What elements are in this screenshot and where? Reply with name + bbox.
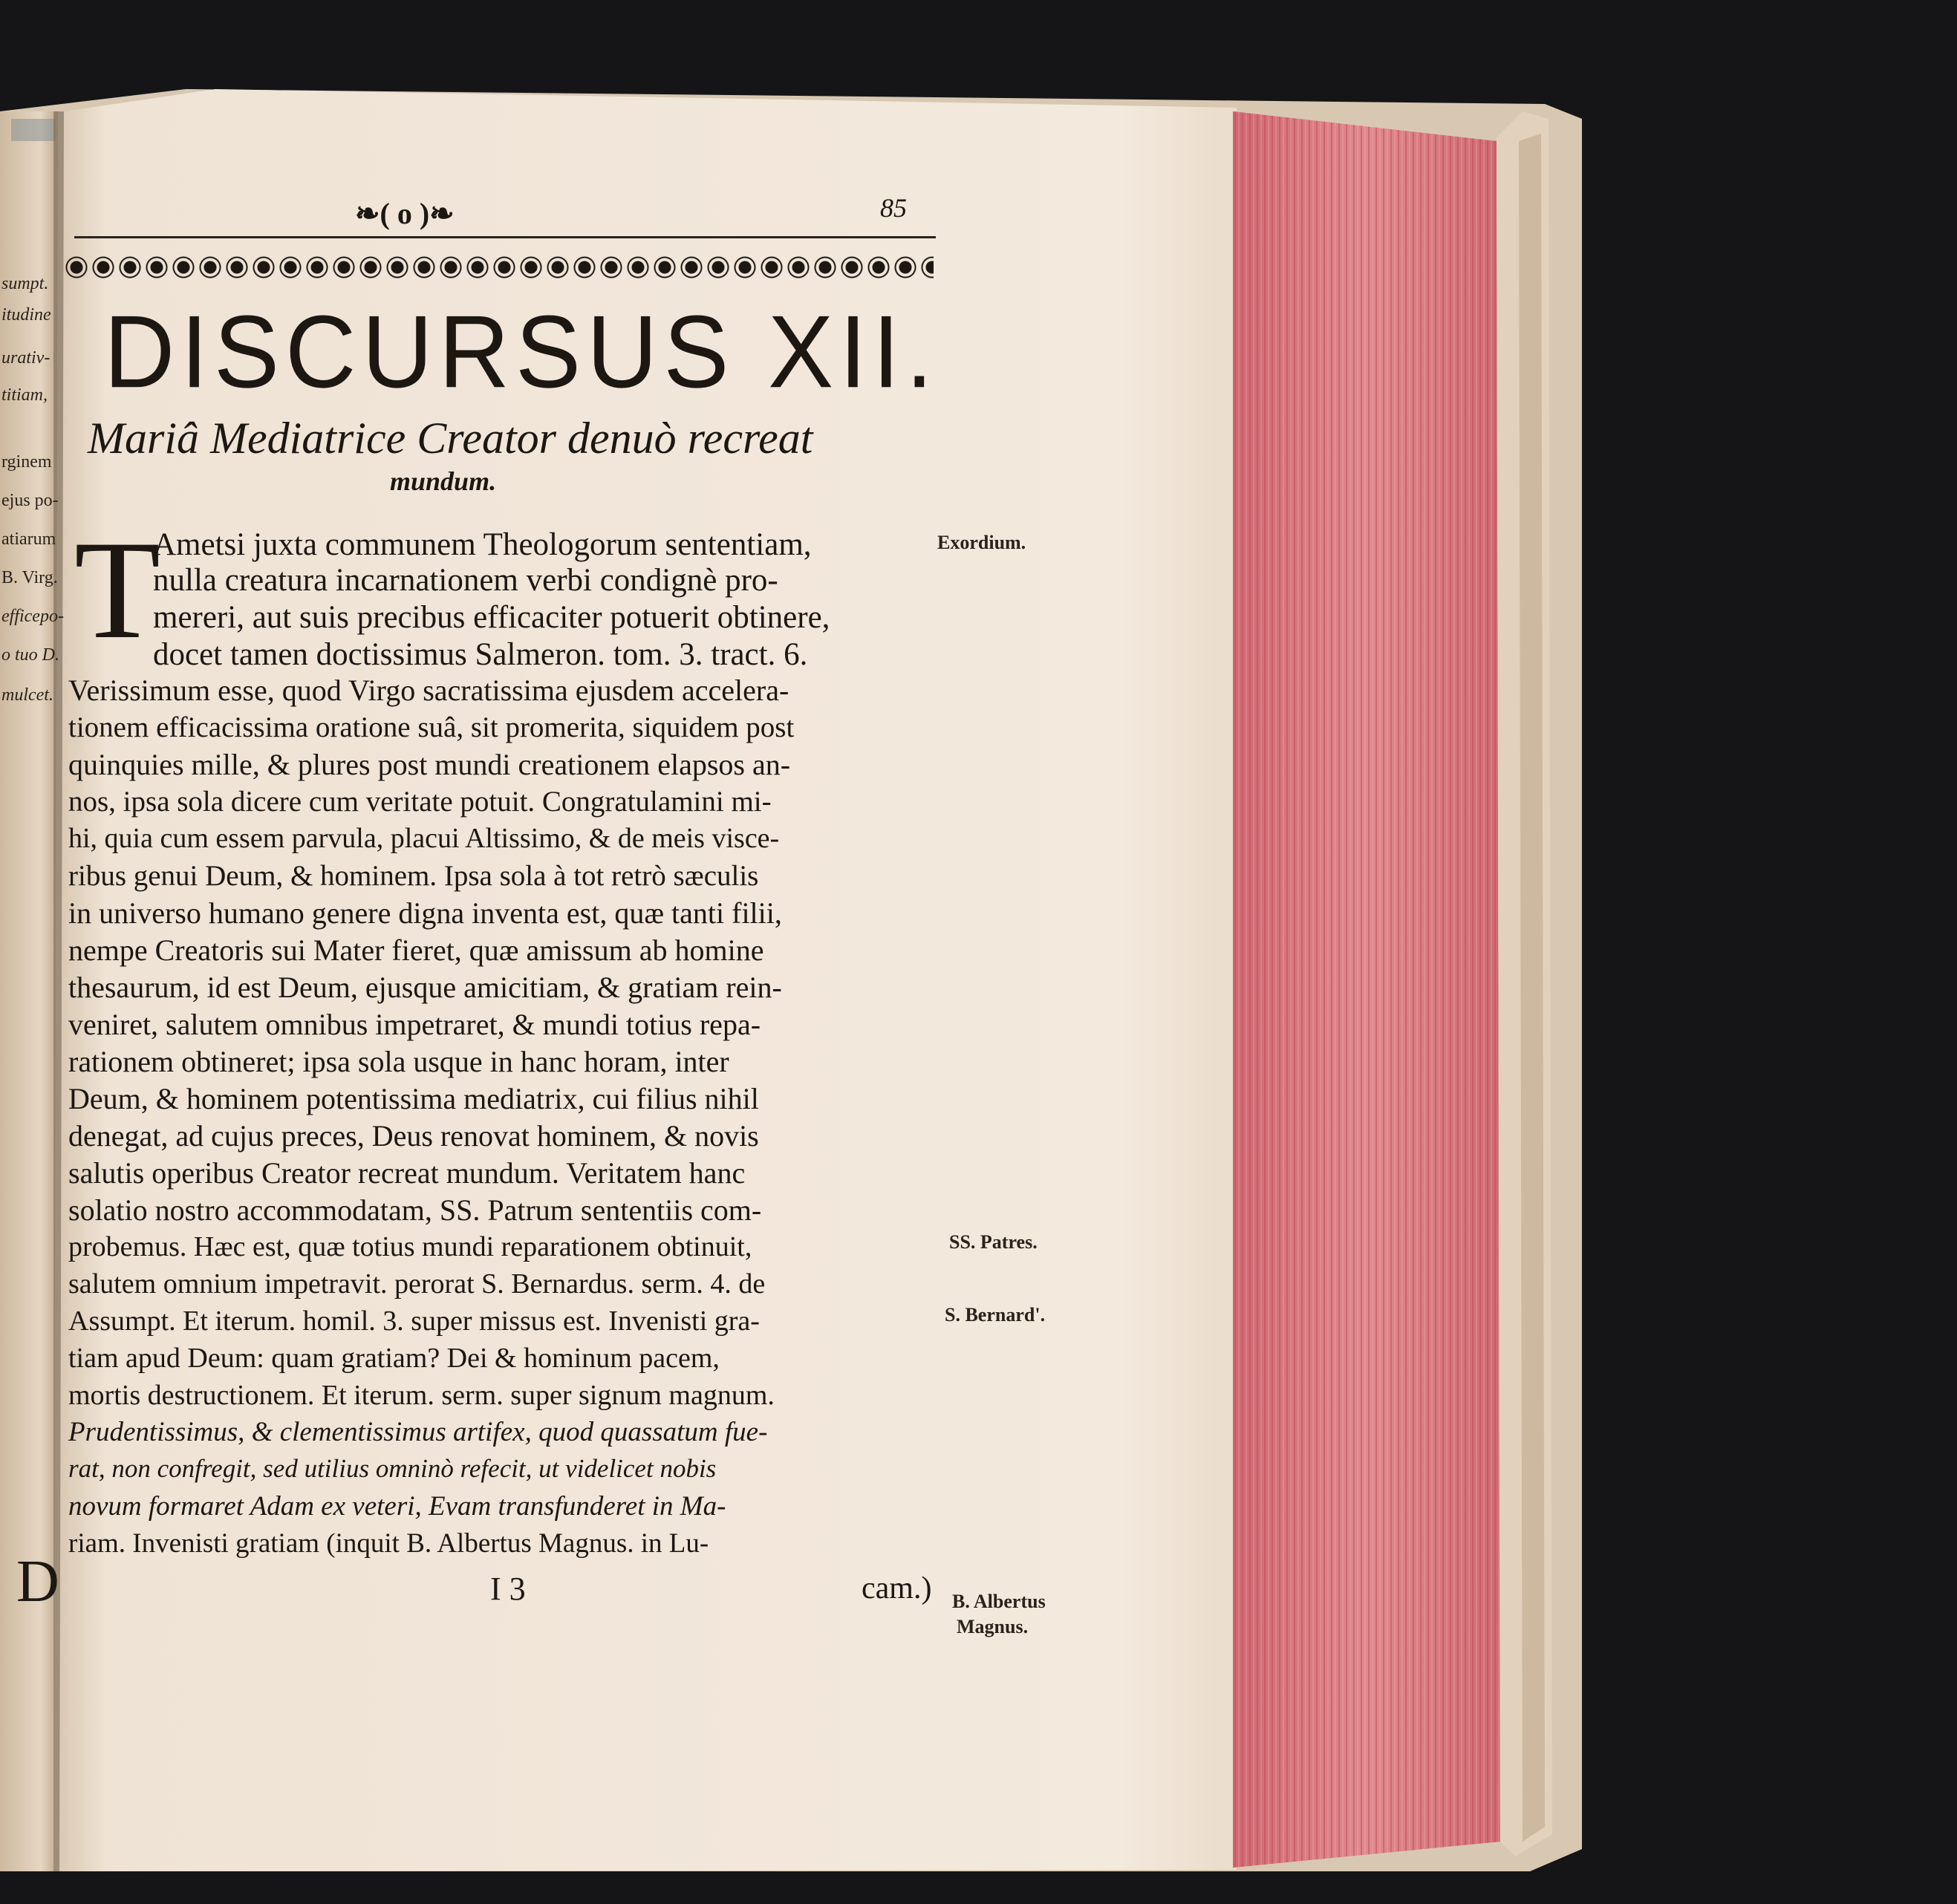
left-page-fragment: B. Virg. [1,568,58,587]
left-page-fragment: urativ- [1,348,51,368]
body-line: tiam apud Deum: quam gratiam? Dei & hominum pacem, [68,1343,720,1374]
body-line: probemus. Hæc est, quæ totius mundi reparationem obtinuit, [68,1231,752,1262]
left-page-fragment: mulcet. [1,685,53,705]
running-head: ❧( o )❧ [355,197,455,230]
body-line: Deum, & hominem potentissima mediatrix, cui filius nihil [68,1082,759,1115]
body-line: in universo humano genere digna inventa est, quæ tanti filii, [68,896,782,930]
drop-cap: T [74,512,161,668]
body-line: veniret, salutem omnibus impetraret, & mundi totius repa- [68,1008,761,1041]
signature-mark: I 3 [490,1571,526,1607]
margin-note-ss-patres: SS. Patres. [949,1231,1038,1253]
body-line: Ametsi juxta communem Theologorum sententiam, [153,527,812,562]
page-title: DISCURSUS XII. [104,294,940,409]
left-page-fragment: titiam, [1,385,48,405]
body-line: docet tamen doctissimus Salmeron. tom. 3. tract. 6. [153,637,808,672]
head-rule [74,236,936,238]
subtitle-line-2: mundum. [390,466,497,496]
page-number: 85 [880,193,907,223]
body-line: mortis destructionem. Et iterum. serm. super signum magnum. [68,1380,775,1411]
margin-note-b-albertus-2: Magnus. [957,1616,1029,1637]
body-line: mereri, aut suis precibus efficaciter potuerit obtinere, [153,600,830,635]
body-line: Verissimum esse, quod Virgo sacratissima ejusdem accelera- [68,674,789,707]
left-page-fragment: rginem [1,452,52,472]
margin-note-exordium: Exordium. [937,532,1026,553]
body-line: Prudentissimus, & clementissimus artifex, quod quassatum fue- [68,1417,768,1447]
left-page-fragment: ejus po- [1,491,59,510]
left-page-fragment: itudine [1,305,51,325]
left-page-fragment: D [16,1549,59,1614]
body-line: solatio nostro accommodatam, SS. Patrum sententiis com- [68,1193,762,1227]
left-page-fragment: sumpt. [1,274,49,293]
body-line: salutis operibus Creator recreat mundum. Veritatem hanc [68,1156,746,1190]
left-page-fragment: atiarum [1,529,56,549]
body-line: ribus genui Deum, & hominem. Ipsa sola à tot retrò sæculis [68,860,759,892]
margin-note-b-albertus-1: B. Albertus [952,1591,1046,1612]
margin-note-s-bernardus: S. Bernard'. [945,1304,1046,1326]
left-page-fragment: o tuo D. [1,645,59,665]
body-line: nempe Creatoris sui Mater fieret, quæ amissum ab homine [68,933,764,967]
body-line: hi, quia cum essem parvula, placui Altissimo, & de meis visce- [68,823,780,854]
ornament-band [63,252,934,282]
body-line: rat, non confregit, sed utilius omninò refecit, ut videlicet nobis [68,1454,717,1483]
body-line: quinquies mille, & plures post mundi creationem elapsos an- [68,748,791,781]
body-line: rationem obtineret; ipsa sola usque in hanc horam, inter [68,1045,729,1078]
body-line: salutem omnium impetravit. perorat S. Bernardus. serm. 4. de [68,1268,766,1300]
body-line: riam. Invenisti gratiam (inquit B. Albertus Magnus. in Lu- [68,1528,709,1559]
body-line: denegat, ad cujus preces, Deus renovat hominem, & novis [68,1119,759,1152]
body-line: thesaurum, id est Deum, ejusque amicitiam, & gratiam rein- [68,971,782,1004]
body-line: tionem efficacissima oratione suâ, sit promerita, siquidem post [68,711,795,743]
subtitle-line-1: Mariâ Mediatrice Creator denuò recreat [88,414,813,463]
body-line: nos, ipsa sola dicere cum veritate potuit. Congratulamini mi- [68,786,772,818]
body-line: nulla creatura incarnationem verbi condignè pro- [153,563,778,598]
body-line: novum formaret Adam ex veteri, Evam transfunderet in Ma- [68,1491,726,1522]
left-page-fragment: efficepo- [1,607,64,626]
body-line: Assumpt. Et iterum. homil. 3. super missus est. Invenisti gra- [68,1305,760,1337]
catchword: cam.) [862,1571,932,1605]
